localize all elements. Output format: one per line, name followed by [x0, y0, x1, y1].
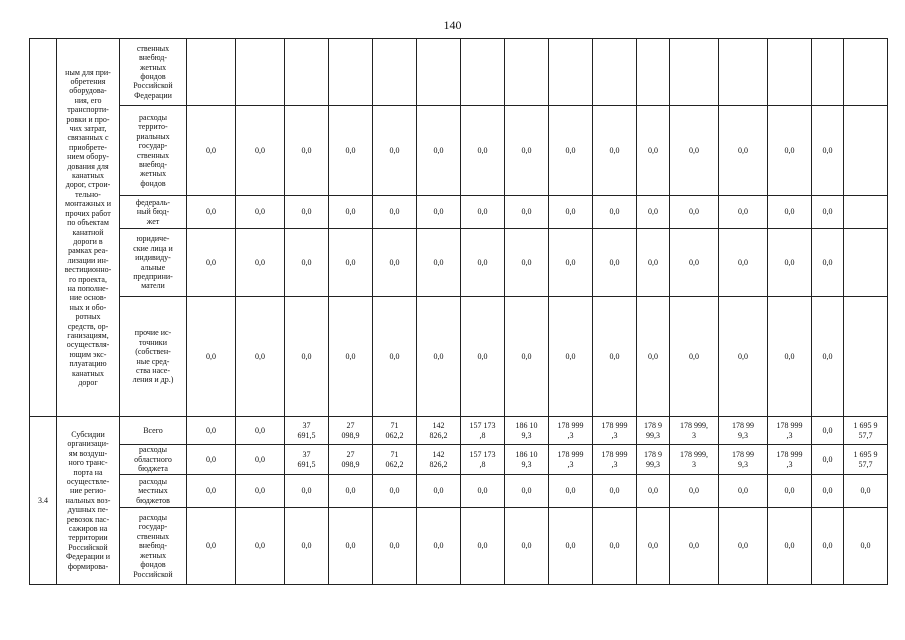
value-cell: 0,0: [768, 475, 812, 508]
value-cell: [285, 39, 329, 106]
value-cell: 0,0: [670, 229, 719, 297]
value-cell: 0,0: [285, 106, 329, 196]
value-cell: 0,0: [187, 196, 236, 229]
budget-table: [29, 38, 888, 585]
value-cell: 0,0: [593, 297, 637, 417]
value-cell: 178 999 ,3: [549, 445, 593, 475]
value-cell: 0,0: [461, 196, 505, 229]
value-cell: 0,0: [187, 475, 236, 508]
value-cell: 0,0: [285, 475, 329, 508]
value-cell: 0,0: [812, 417, 844, 445]
value-cell: 0,0: [719, 229, 768, 297]
value-cell: 0,0: [505, 106, 549, 196]
value-cell: 0,0: [719, 297, 768, 417]
value-cell: 178 9 99,3: [637, 417, 670, 445]
table-row: [30, 39, 888, 106]
value-cell: 0,0: [329, 508, 373, 585]
value-cell: 0,0: [329, 106, 373, 196]
value-cell: 1 695 9 57,7: [844, 417, 888, 445]
funding-source-cell: расходы областного бюджета: [120, 445, 187, 475]
value-cell: 186 10 9,3: [505, 445, 549, 475]
table-row: [30, 417, 888, 445]
value-cell: 0,0: [593, 475, 637, 508]
value-cell: 0,0: [187, 508, 236, 585]
value-cell: 0,0: [670, 196, 719, 229]
row-number-cell: 3.4: [30, 417, 57, 585]
value-cell: 157 173 ,8: [461, 445, 505, 475]
value-cell: 0,0: [187, 417, 236, 445]
value-cell: 0,0: [844, 475, 888, 508]
value-cell: [844, 229, 888, 297]
value-cell: 0,0: [236, 106, 285, 196]
value-cell: 0,0: [373, 196, 417, 229]
value-cell: [637, 39, 670, 106]
value-cell: 0,0: [549, 297, 593, 417]
funding-source-cell: юридиче- ские лица и индивиду- альные предприни- матели: [120, 229, 187, 297]
value-cell: 0,0: [637, 229, 670, 297]
value-cell: 0,0: [461, 297, 505, 417]
value-cell: 0,0: [670, 297, 719, 417]
value-cell: 37 691,5: [285, 417, 329, 445]
value-cell: 0,0: [373, 297, 417, 417]
table-row: [30, 297, 888, 417]
value-cell: 0,0: [812, 229, 844, 297]
value-cell: 0,0: [768, 297, 812, 417]
value-cell: 0,0: [236, 297, 285, 417]
value-cell: 0,0: [812, 106, 844, 196]
value-cell: 0,0: [236, 508, 285, 585]
value-cell: 0,0: [719, 475, 768, 508]
value-cell: [329, 39, 373, 106]
value-cell: 0,0: [812, 508, 844, 585]
value-cell: 0,0: [505, 475, 549, 508]
value-cell: 0,0: [417, 196, 461, 229]
value-cell: 0,0: [236, 417, 285, 445]
value-cell: 0,0: [505, 297, 549, 417]
value-cell: 0,0: [505, 196, 549, 229]
value-cell: 27 098,9: [329, 445, 373, 475]
value-cell: [417, 39, 461, 106]
value-cell: 142 826,2: [417, 417, 461, 445]
value-cell: 0,0: [505, 508, 549, 585]
value-cell: 178 99 9,3: [719, 445, 768, 475]
value-cell: 0,0: [719, 508, 768, 585]
value-cell: 0,0: [373, 508, 417, 585]
funding-source-cell: ственных внебюд- жетных фондов Российской Федерации: [120, 39, 187, 106]
value-cell: 178 99 9,3: [719, 417, 768, 445]
value-cell: 157 173 ,8: [461, 417, 505, 445]
value-cell: [719, 39, 768, 106]
funding-source-cell: прочие ис- точники (собствен- ные сред- ства насе- ления и др.): [120, 297, 187, 417]
event-name-cell: Субсидии организаци- ям воздуш- ного транс- порта на осуществле- ние регио- нальных воз- душных пе- ревозок пас- сажиров на территории Российской Федерации и формирова-: [57, 417, 120, 585]
value-cell: 0,0: [236, 196, 285, 229]
value-cell: 0,0: [187, 106, 236, 196]
value-cell: 27 098,9: [329, 417, 373, 445]
value-cell: 0,0: [285, 196, 329, 229]
value-cell: [593, 39, 637, 106]
value-cell: [236, 39, 285, 106]
value-cell: 0,0: [329, 196, 373, 229]
value-cell: 178 999, 3: [670, 445, 719, 475]
value-cell: [812, 39, 844, 106]
value-cell: [461, 39, 505, 106]
value-cell: 0,0: [187, 445, 236, 475]
event-name-cell: ным для при- обретения оборудова- ния, его транспорти- ровки и про- чих затрат, связанных с приобрете- нием обору- дования для канатных дорог, строи- тельно- монтажных и прочих работ по объектам канатной дороги в рамках реа- лизации ин- вестиционно- го проекта, на пополне- ние основ- ных и обо- ротных средств, ор- ганизациям, осуществля- ющим экс- плуатацию канатных дорог: [57, 39, 120, 417]
value-cell: 71 062,2: [373, 417, 417, 445]
value-cell: 0,0: [670, 508, 719, 585]
value-cell: 0,0: [844, 508, 888, 585]
value-cell: 0,0: [187, 297, 236, 417]
value-cell: 0,0: [373, 106, 417, 196]
row-number-cell: [30, 39, 57, 417]
value-cell: 0,0: [768, 196, 812, 229]
value-cell: 0,0: [285, 229, 329, 297]
table-row: [30, 229, 888, 297]
value-cell: 186 10 9,3: [505, 417, 549, 445]
value-cell: 178 999 ,3: [593, 445, 637, 475]
value-cell: 0,0: [719, 196, 768, 229]
value-cell: 0,0: [637, 508, 670, 585]
value-cell: 0,0: [549, 229, 593, 297]
value-cell: 0,0: [593, 508, 637, 585]
value-cell: 0,0: [637, 106, 670, 196]
value-cell: 0,0: [417, 297, 461, 417]
value-cell: 0,0: [236, 475, 285, 508]
value-cell: [844, 297, 888, 417]
value-cell: 0,0: [719, 106, 768, 196]
value-cell: 0,0: [593, 196, 637, 229]
value-cell: [844, 106, 888, 196]
value-cell: [373, 39, 417, 106]
value-cell: 1 695 9 57,7: [844, 445, 888, 475]
funding-source-cell: Всего: [120, 417, 187, 445]
value-cell: 0,0: [187, 229, 236, 297]
value-cell: 0,0: [461, 475, 505, 508]
value-cell: 0,0: [417, 106, 461, 196]
value-cell: 0,0: [812, 196, 844, 229]
value-cell: 0,0: [637, 475, 670, 508]
value-cell: 0,0: [236, 445, 285, 475]
table-row: [30, 106, 888, 196]
value-cell: [768, 39, 812, 106]
page-number: 140: [443, 18, 462, 32]
funding-source-cell: расходы террито- риальных государ- ственных внебюд- жетных фондов: [120, 106, 187, 196]
value-cell: 0,0: [670, 475, 719, 508]
value-cell: [505, 39, 549, 106]
value-cell: [670, 39, 719, 106]
value-cell: 0,0: [549, 475, 593, 508]
value-cell: 0,0: [768, 106, 812, 196]
value-cell: 0,0: [812, 297, 844, 417]
value-cell: 0,0: [329, 229, 373, 297]
value-cell: 0,0: [373, 229, 417, 297]
table-row: [30, 508, 888, 585]
value-cell: 0,0: [285, 297, 329, 417]
value-cell: 0,0: [373, 475, 417, 508]
value-cell: 0,0: [549, 508, 593, 585]
table-row: [30, 196, 888, 229]
value-cell: 0,0: [505, 229, 549, 297]
value-cell: 0,0: [461, 106, 505, 196]
value-cell: 0,0: [549, 106, 593, 196]
value-cell: 0,0: [461, 229, 505, 297]
value-cell: [844, 39, 888, 106]
value-cell: 0,0: [637, 196, 670, 229]
value-cell: 178 999 ,3: [768, 417, 812, 445]
value-cell: 0,0: [593, 106, 637, 196]
value-cell: 0,0: [549, 196, 593, 229]
table-row: [30, 475, 888, 508]
value-cell: 0,0: [417, 475, 461, 508]
value-cell: 0,0: [236, 229, 285, 297]
funding-source-cell: расходы государ- ственных внебюд- жетных фондов Российской: [120, 508, 187, 585]
value-cell: 0,0: [670, 106, 719, 196]
value-cell: 37 691,5: [285, 445, 329, 475]
value-cell: 178 999 ,3: [549, 417, 593, 445]
value-cell: 0,0: [329, 475, 373, 508]
value-cell: 0,0: [417, 229, 461, 297]
value-cell: 71 062,2: [373, 445, 417, 475]
value-cell: 0,0: [812, 445, 844, 475]
value-cell: 0,0: [329, 297, 373, 417]
value-cell: 0,0: [593, 229, 637, 297]
funding-source-cell: федераль- ный бюд- жет: [120, 196, 187, 229]
value-cell: 0,0: [812, 475, 844, 508]
value-cell: [187, 39, 236, 106]
table-row: [30, 445, 888, 475]
value-cell: 178 9 99,3: [637, 445, 670, 475]
value-cell: 178 999, 3: [670, 417, 719, 445]
value-cell: 0,0: [768, 508, 812, 585]
value-cell: 0,0: [285, 508, 329, 585]
value-cell: [549, 39, 593, 106]
value-cell: [844, 196, 888, 229]
value-cell: 178 999 ,3: [768, 445, 812, 475]
funding-source-cell: расходы местных бюджетов: [120, 475, 187, 508]
value-cell: 0,0: [461, 508, 505, 585]
value-cell: 178 999 ,3: [593, 417, 637, 445]
value-cell: 0,0: [637, 297, 670, 417]
value-cell: 0,0: [417, 508, 461, 585]
value-cell: 142 826,2: [417, 445, 461, 475]
value-cell: 0,0: [768, 229, 812, 297]
